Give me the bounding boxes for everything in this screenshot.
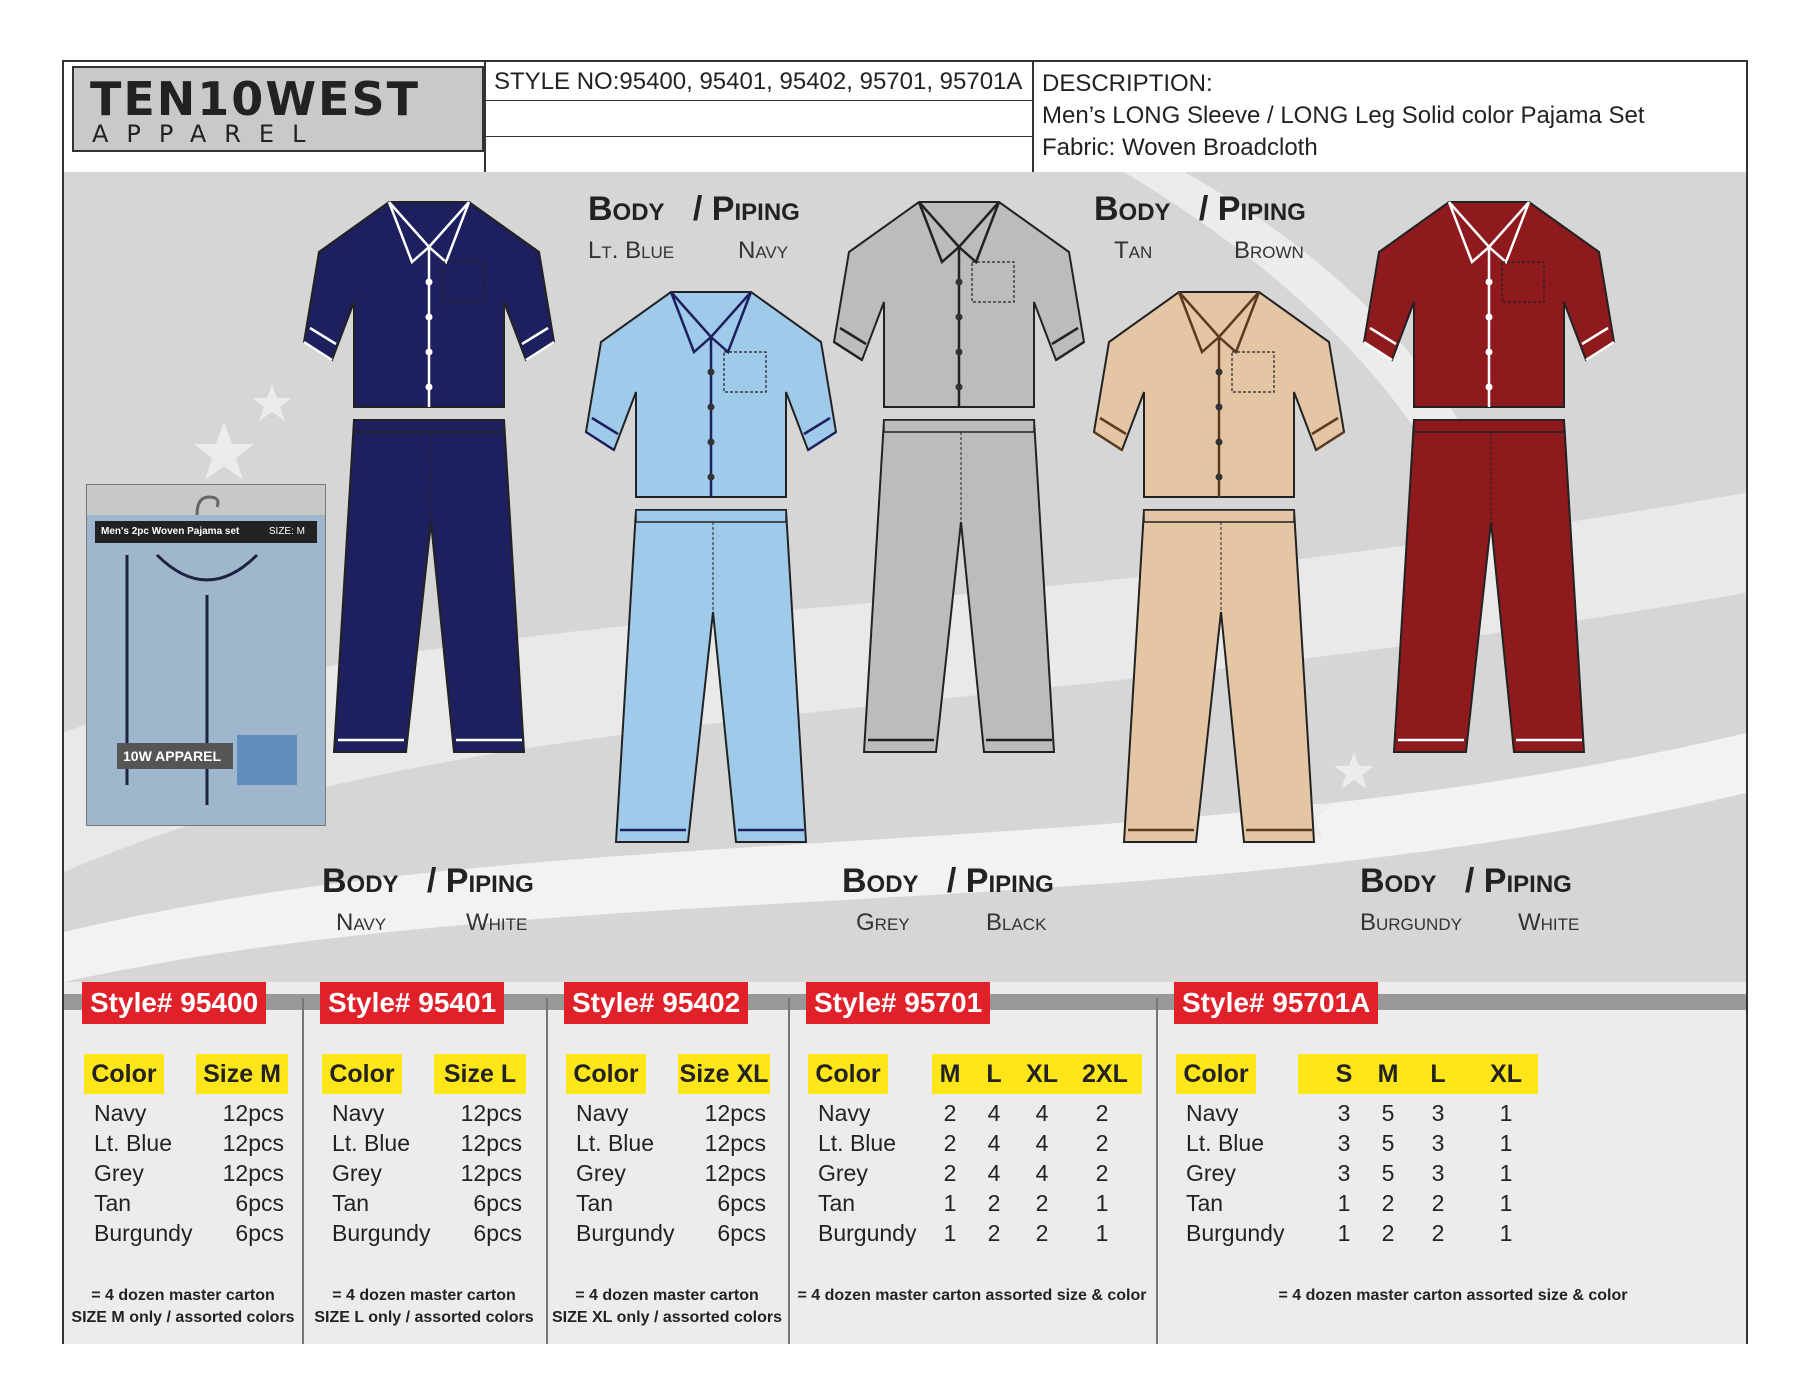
quantity: 2: [943, 1130, 957, 1156]
size-header: Size L: [434, 1054, 526, 1094]
pants: [864, 420, 1054, 752]
pajama-navy-illustration: [294, 192, 564, 852]
quantity: 12pcs: [704, 1130, 766, 1156]
quantity: 4: [1035, 1160, 1049, 1186]
quantity: 4: [987, 1100, 1001, 1126]
quantity: 2: [987, 1190, 1001, 1216]
size-header: XL: [1490, 1060, 1522, 1088]
header-rule: [484, 100, 1032, 101]
package-photo: [86, 484, 326, 826]
piping-color: Brown: [1234, 237, 1304, 264]
waistband: [1414, 420, 1564, 432]
quantity: 4: [987, 1130, 1001, 1156]
quantity: 6pcs: [235, 1220, 284, 1246]
style-number: Style# 95701A: [1174, 982, 1378, 1024]
quantity: 1: [1499, 1190, 1513, 1216]
color-name: Lt. Blue: [818, 1130, 896, 1156]
button: [708, 369, 715, 376]
style-number: Style# 95400: [82, 982, 266, 1024]
button: [1486, 384, 1493, 391]
color-header: Color: [322, 1054, 402, 1094]
header-divider: [484, 62, 486, 172]
style-column: [64, 982, 302, 1344]
color-name: Grey: [1186, 1160, 1236, 1186]
quantity: 1: [943, 1220, 957, 1246]
button: [956, 349, 963, 356]
quantity: 1: [1499, 1130, 1513, 1156]
button: [1486, 349, 1493, 356]
quantity: 5: [1381, 1160, 1395, 1186]
size-header: L: [1430, 1060, 1446, 1088]
quantity: 2: [943, 1100, 957, 1126]
color-name: Grey: [332, 1160, 382, 1186]
size-header: XL: [1026, 1060, 1058, 1088]
button: [956, 279, 963, 286]
body-piping-heading: Body / Piping: [588, 190, 800, 228]
style-column: [302, 982, 546, 1344]
quantity: 3: [1431, 1130, 1445, 1156]
carton-note: = 4 dozen master carton assorted size & color: [797, 1287, 1147, 1304]
button: [1216, 369, 1223, 376]
carton-note: = 4 dozen master carton: [91, 1287, 275, 1304]
assortment-section: [64, 982, 1746, 1344]
pants: [1394, 420, 1584, 752]
quantity: 12pcs: [704, 1160, 766, 1186]
quantity: 6pcs: [235, 1190, 284, 1216]
color-name: Burgundy: [332, 1220, 431, 1246]
quantity: 6pcs: [717, 1220, 766, 1246]
carton-note: = 4 dozen master carton: [575, 1287, 759, 1304]
quantity: 3: [1337, 1100, 1351, 1126]
button: [956, 384, 963, 391]
color-name: Lt. Blue: [1186, 1130, 1264, 1156]
quantity: 2: [943, 1160, 957, 1186]
quantity: 12pcs: [222, 1160, 284, 1186]
color-name: Lt. Blue: [94, 1130, 172, 1156]
waistband: [354, 420, 504, 432]
color-name: Tan: [818, 1190, 856, 1216]
color-name: Navy: [576, 1100, 629, 1126]
pajama-lightblue-illustration: [576, 282, 846, 942]
label-navy: [322, 862, 534, 937]
color-name: Burgundy: [576, 1220, 675, 1246]
button: [1486, 314, 1493, 321]
waistband: [1144, 510, 1294, 522]
carton-note: SIZE L only / assorted colors: [314, 1309, 534, 1326]
button: [426, 279, 433, 286]
size-header: S: [1335, 1060, 1353, 1088]
package-title: Men's 2pc Woven Pajama set: [101, 526, 240, 537]
body-piping-heading: Body / Piping: [1094, 190, 1306, 228]
size-header: M: [1377, 1060, 1399, 1088]
pants: [616, 510, 806, 842]
body-color: Lt. Blue: [588, 237, 675, 264]
color-name: Tan: [576, 1190, 614, 1216]
style-column: [788, 982, 1156, 1344]
quantity: 4: [1035, 1100, 1049, 1126]
waistband: [636, 510, 786, 522]
body-color: Navy: [336, 909, 387, 936]
package-label: [95, 521, 317, 543]
quantity: 12pcs: [222, 1130, 284, 1156]
description-line: Men’s LONG Sleeve / LONG Leg Solid color Pajama Set: [1042, 102, 1645, 129]
piping-color: Navy: [738, 237, 789, 264]
color-name: Grey: [576, 1160, 626, 1186]
style-column: [1156, 982, 1750, 1344]
color-name: Burgundy: [94, 1220, 193, 1246]
piping-color: Black: [986, 909, 1047, 936]
quantity: 1: [1499, 1220, 1513, 1246]
color-name: Tan: [1186, 1190, 1224, 1216]
body-color: Burgundy: [1360, 909, 1462, 936]
button: [426, 349, 433, 356]
color-name: Grey: [94, 1160, 144, 1186]
quantity: 1: [1337, 1220, 1351, 1246]
button: [708, 439, 715, 446]
color-name: Grey: [818, 1160, 868, 1186]
button: [1216, 474, 1223, 481]
color-name: Lt. Blue: [332, 1130, 410, 1156]
quantity: 12pcs: [704, 1100, 766, 1126]
quantity: 2: [1431, 1220, 1445, 1246]
description: [1042, 68, 1645, 164]
quantity: 12pcs: [222, 1100, 284, 1126]
piping-color: White: [466, 909, 528, 936]
quantity: 2: [1431, 1190, 1445, 1216]
color-name: Navy: [818, 1100, 871, 1126]
quantity: 5: [1381, 1100, 1395, 1126]
package-size: SIZE: M: [268, 526, 305, 537]
header-rule: [484, 136, 1032, 137]
quantity: 2: [1095, 1160, 1109, 1186]
package-logo: 10W APPAREL: [117, 743, 233, 769]
body-piping-heading: Body / Piping: [842, 862, 1054, 900]
button: [1486, 279, 1493, 286]
color-header: Color: [808, 1054, 888, 1094]
pants: [1124, 510, 1314, 842]
product-panel: [64, 172, 1746, 982]
quantity: 6pcs: [473, 1190, 522, 1216]
header-divider: [1032, 62, 1034, 172]
color-name: Burgundy: [1186, 1220, 1285, 1246]
waistband: [884, 420, 1034, 432]
pajama-tan-illustration: [1084, 282, 1354, 942]
quantity: 2: [1035, 1190, 1049, 1216]
color-header: Color: [566, 1054, 646, 1094]
brand-logo: [72, 66, 484, 152]
quantity: 3: [1431, 1160, 1445, 1186]
label-burgundy: [1360, 862, 1579, 937]
logo-wordmark: TEN10WEST: [90, 72, 420, 126]
color-header: Color: [1176, 1054, 1256, 1094]
size-header: M: [939, 1060, 961, 1088]
quantity: 3: [1337, 1160, 1351, 1186]
logo-subtitle: APPAREL: [92, 120, 324, 148]
button: [1216, 404, 1223, 411]
quantity: 1: [1095, 1190, 1109, 1216]
quantity: 1: [1499, 1160, 1513, 1186]
body-color: Tan: [1114, 237, 1153, 264]
quantity: 2: [1381, 1220, 1395, 1246]
color-name: Navy: [332, 1100, 385, 1126]
quantity: 5: [1381, 1130, 1395, 1156]
size-header: Size M: [196, 1054, 288, 1094]
size-header: 2XL: [1082, 1060, 1128, 1088]
label-tan: [1094, 190, 1306, 265]
style-column: [546, 982, 788, 1344]
body-piping-heading: Body / Piping: [322, 862, 534, 900]
button: [956, 314, 963, 321]
quantity: 12pcs: [460, 1160, 522, 1186]
color-name: Burgundy: [818, 1220, 917, 1246]
button: [708, 404, 715, 411]
quantity: 2: [1095, 1100, 1109, 1126]
pants: [334, 420, 524, 752]
pajama-grey-illustration: [824, 192, 1094, 852]
quantity: 4: [1035, 1130, 1049, 1156]
quantity: 12pcs: [460, 1130, 522, 1156]
quantity: 6pcs: [473, 1220, 522, 1246]
quantity: 1: [1095, 1220, 1109, 1246]
quantity: 2: [987, 1220, 1001, 1246]
carton-note: SIZE M only / assorted colors: [71, 1309, 295, 1326]
button: [1216, 439, 1223, 446]
body-piping-heading: Body / Piping: [1360, 862, 1572, 900]
label-lightblue: [588, 190, 800, 265]
style-number: Style# 95401: [320, 982, 504, 1024]
quantity: 4: [987, 1160, 1001, 1186]
style-numbers: STYLE NO:95400, 95401, 95402, 95701, 95701A: [494, 68, 1023, 95]
quantity: 12pcs: [460, 1100, 522, 1126]
quantity: 6pcs: [717, 1190, 766, 1216]
quantity: 1: [1337, 1190, 1351, 1216]
color-name: Tan: [332, 1190, 370, 1216]
size-header: Size XL: [678, 1054, 770, 1094]
description-title: DESCRIPTION:: [1042, 70, 1213, 97]
color-name: Navy: [1186, 1100, 1239, 1126]
piping-color: White: [1518, 909, 1580, 936]
label-grey: [842, 862, 1054, 937]
color-name: Lt. Blue: [576, 1130, 654, 1156]
button: [708, 474, 715, 481]
quantity: 2: [1035, 1220, 1049, 1246]
color-name: Navy: [94, 1100, 147, 1126]
carton-note: SIZE XL only / assorted colors: [552, 1309, 782, 1326]
header: [64, 62, 1746, 174]
pajama-burgundy-illustration: [1354, 192, 1624, 852]
color-header: Color: [84, 1054, 164, 1094]
quantity: 3: [1337, 1130, 1351, 1156]
quantity: 3: [1431, 1100, 1445, 1126]
color-name: Tan: [94, 1190, 132, 1216]
fabric-line: Fabric: Woven Broadcloth: [1042, 134, 1318, 161]
style-number: Style# 95402: [564, 982, 748, 1024]
quantity: 1: [943, 1190, 957, 1216]
quantity: 2: [1381, 1190, 1395, 1216]
quantity: 1: [1499, 1100, 1513, 1126]
body-color: Grey: [856, 909, 910, 936]
carton-note: = 4 dozen master carton assorted size & color: [1278, 1287, 1628, 1304]
button: [426, 384, 433, 391]
style-number: Style# 95701: [806, 982, 990, 1024]
quantity: 2: [1095, 1130, 1109, 1156]
button: [426, 314, 433, 321]
spec-sheet: [62, 60, 1748, 1344]
carton-note: = 4 dozen master carton: [332, 1287, 516, 1304]
size-header: L: [986, 1060, 1002, 1088]
